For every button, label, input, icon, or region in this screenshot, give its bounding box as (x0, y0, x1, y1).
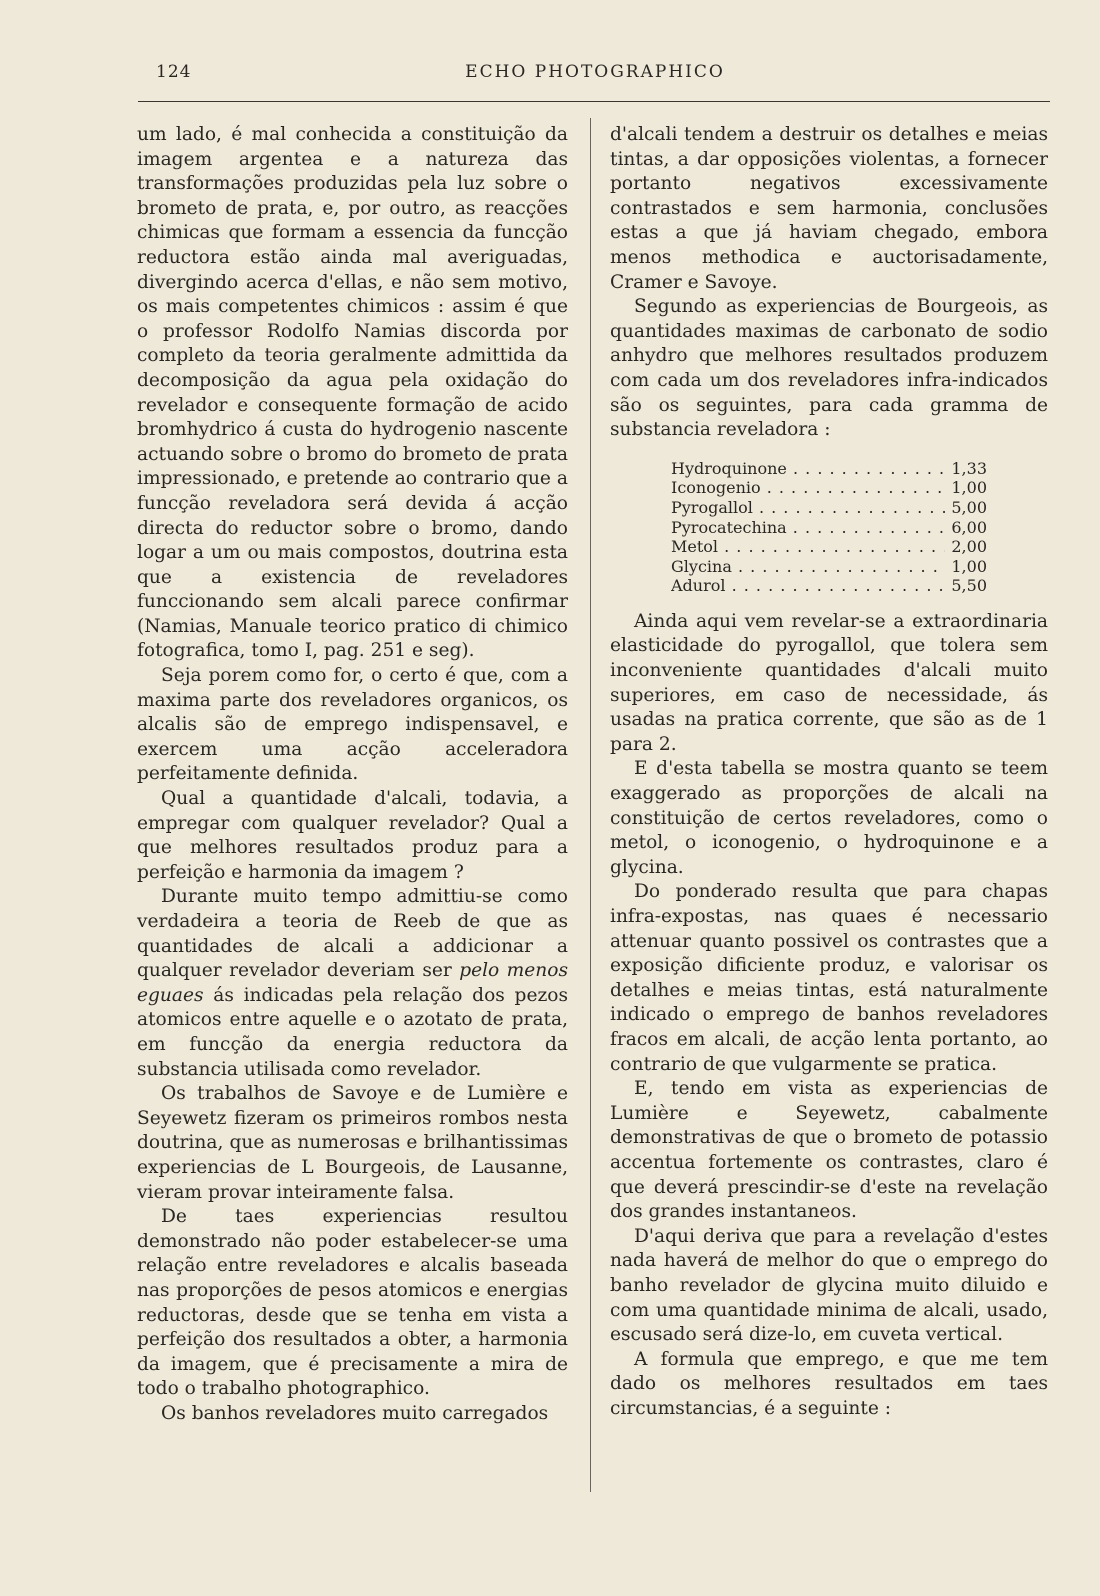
emphasis-text: pelo menos eguaes (137, 960, 569, 1006)
developer-table (671, 459, 987, 596)
paragraph: Ainda aqui vem revelar-se a extraordinaria elasticidade do pyrogallol, que tolera sem inconveniente quantidades d'alcali muito superiores, em caso de necessidade, ás usadas na pratica corrente, que são as de 1 para 2. (610, 610, 1048, 755)
paragraph: D'aqui deriva que para a revelação d'estes nada haverá de melhor do que o emprego do banho revelador de glycina muito diluido e com uma quantidade minima de alcali, usado, escusado será dize-lo, em cuveta vertical. (610, 1225, 1048, 1346)
table-row (671, 518, 987, 538)
paragraph: E, tendo em vista as experiencias de Lumière e Seyewetz, cabalmente demonstrativas de que o brometo de potassio accentua fortemente os contrastes, claro é que deverá prescindir-se d'este na revelação dos grandes instantaneos. (610, 1078, 1048, 1223)
developer-value: 5,50 (951, 576, 987, 596)
right-column (610, 123, 1048, 1421)
table-row (671, 576, 987, 596)
developer-value: 2,00 (951, 537, 987, 557)
paragraph: A formula que emprego, e que me tem dado os melhores resultados em taes circumstancias, é a seguinte : (610, 1348, 1048, 1419)
developer-value: 1,00 (951, 478, 987, 498)
table-row (671, 459, 987, 479)
paragraph: Do ponderado resulta que para chapas infra-expostas, nas quaes é necessario attenuar quanto possivel os contrastes que a exposição dificiente produz, e valorisar os detalhes e meias tintas, está naturalmente indicado o emprego de banhos reveladores fracos em alcali, de acção lenta portanto, ao contrario de que vulgarmente se pratica. (610, 881, 1048, 1075)
paragraph: De taes experiencias resultou demonstrado não poder estabelecer-se uma relação entre reveladores e alcalis baseada nas proporções de pesos atomicos e energias reductoras, desde que se tenha em vista a perfeição dos resultados a obter, a harmonia da imagem, que é precisamente a mira de todo o trabalho photographico. (137, 1206, 568, 1400)
table-row (671, 557, 987, 577)
paragraph: Os banhos reveladores muito carregados (161, 1402, 549, 1424)
developer-name: Metol . . . (671, 537, 945, 557)
paragraph: Qual a quantidade d'alcali, todavia, a empregar com qualquer revelador? Qual a que melhores resultados produz para a perfeição e harmonia da imagem ? (137, 788, 568, 883)
developer-name: Iconogenio . . . (671, 478, 945, 498)
paragraph-text: Durante muito tempo admittiu-se como verdadeira a teoria de Reeb de que as quantidades de alcali a addicionar a qualquer revelador deveriam ser (137, 886, 568, 982)
developer-name: Adurol . . . (671, 576, 945, 596)
developer-name: Hydroquinone . . . (671, 459, 945, 479)
paragraph: E d'esta tabella se mostra quanto se teem exaggerado as proporções de alcali na constituição de certos reveladores, como o metol, o iconogenio, o hydroquinone e a glycina. (610, 758, 1048, 878)
paragraph: d'alcali tendem a destruir os detalhes e meias tintas, a dar opposições violentas, a fornecer portanto negativos excessivamente contrastados e sem harmonia, conclusões estas a que já haviam chegado, embora menos methodica e auctorisadamente, Cramer e Savoye. (610, 124, 1048, 293)
developer-name: Pyrogallol . . . (671, 498, 945, 518)
paragraph: Seja porem como for, o certo é que, com a maxima parte dos reveladores organicos, os alcalis são de emprego indispensavel, e exercem uma acção acceleradora perfeitamente definida. (137, 665, 568, 785)
page-header (140, 60, 1050, 84)
developer-value: 1,33 (951, 458, 987, 478)
running-title: ECHO PHOTOGRAPHICO (465, 62, 725, 82)
paragraph (137, 885, 568, 1082)
page-number: 124 (156, 62, 192, 82)
developer-name: Glycina . . . (671, 557, 945, 577)
developer-value: 1,00 (951, 556, 987, 576)
paragraph-text: ás indicadas pela relação dos pezos atomicos entre aquelle e o azotato de prata, em funcção da energia reductora da substancia utilisada como revelador. (137, 984, 568, 1080)
table-row (671, 478, 987, 498)
table-row (671, 498, 987, 518)
table-row (671, 537, 987, 557)
left-column (137, 123, 568, 1426)
column-divider (590, 118, 591, 1492)
paragraph: Os trabalhos de Savoye e de Lumière e Seyewetz fizeram os primeiros rombos nesta doutrina, que as numerosas e brilhantissimas experiencias de L Bourgeois, de Lausanne, vieram provar inteiramente falsa. (137, 1083, 568, 1203)
header-rule (138, 101, 1050, 102)
developer-value: 6,00 (951, 517, 987, 537)
developer-name: Pyrocatechina . . . (671, 518, 945, 538)
paragraph: um lado, é mal conhecida a constituição da imagem argentea e a natureza das transformações produzidas pela luz sobre o brometo de prata, e, por outro, as reacções chimicas que formam a essencia da funcção reductora estão ainda mal averiguadas, divergindo acerca d'ellas, e não sem motivo, os mais competentes chimicos : assim é que o professor Rodolfo Namias discorda por completo da teoria geralmente admittida da decomposição da agua pela oxidação do revelador e consequente formação de acido bromhydrico á custa do hydrogenio nascente actuando sobre o bromo do brometo de prata impressionado, e pretende ao contrario que a funcção reveladora será devida á acção directa do reductor sobre o bromo, dando logar a um ou mais compostos, doutrina esta que a existencia de reveladores funccionando sem alcali parece confirmar (Namias, Manuale teorico pratico di chimico fotografica, tomo I, pag. 251 e seg). (137, 124, 568, 662)
developer-value: 5,00 (951, 497, 987, 517)
paragraph: Segundo as experiencias de Bourgeois, as quantidades maximas de carbonato de sodio anhydro que melhores resultados produzem com cada um dos reveladores infra-indicados são os seguintes, para cada gramma de substancia reveladora : (610, 296, 1048, 441)
